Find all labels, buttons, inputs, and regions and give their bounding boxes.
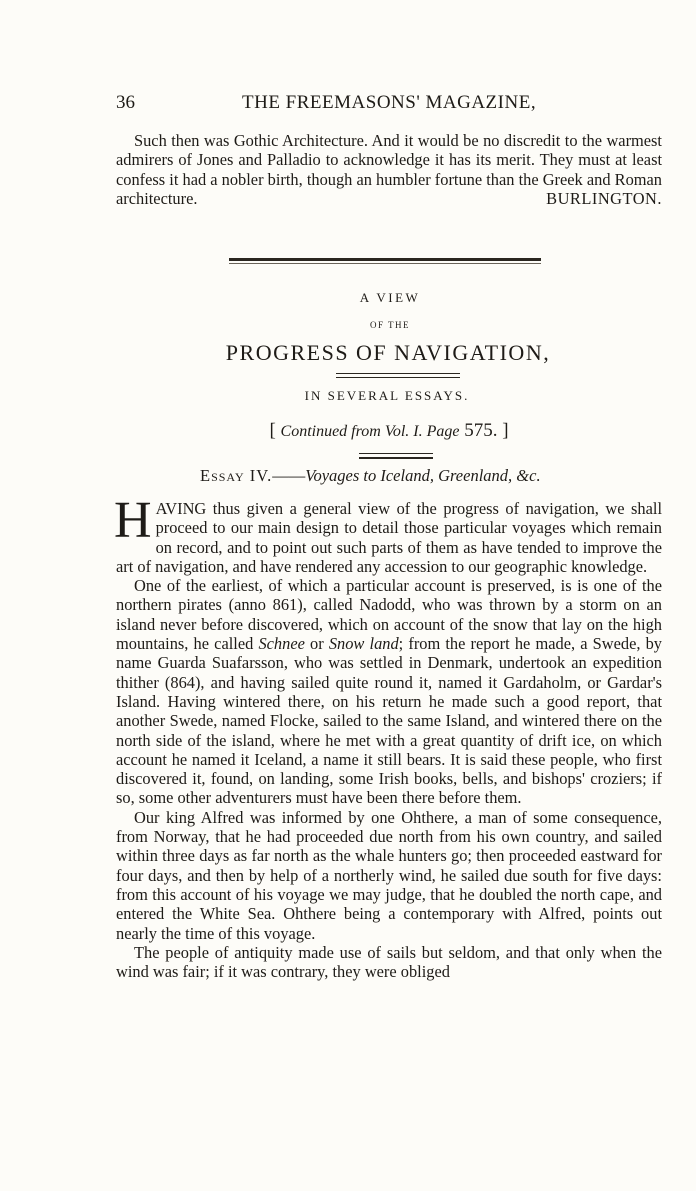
paragraph-1	[114, 492, 662, 576]
title-rule-upper	[336, 373, 460, 374]
page-header	[116, 92, 586, 116]
essay-title: Voyages to Iceland, Greenland, &c.	[305, 466, 541, 485]
paragraph-2-text-c: ; from the report he made, a Swede, by name Guarda Suafarsson, who was settled in Denmark, undertook an expedition thither (864), and having sailed quite round it, named it Gardaholm, or Gardar's Island. Having wintered there, on his return he made such a good report, that another Swede, named Flocke, sailed to the same Island, and wintered there on the north side of the island, where he met with a great quantity of drift ice, on which account he named it Iceland, a name it still bears. It is said these people, who first discovered it, found, on landing, some Irish books, bells, and bishops' croziers; if so, some other adventurers must have been there before them.	[116, 634, 662, 808]
continued-note	[0, 420, 696, 442]
continued-open-bracket: [	[269, 420, 281, 441]
section-divider-rule-thin	[229, 263, 541, 264]
paragraph-2-text-b: or	[304, 634, 329, 654]
previous-article-ending	[116, 131, 662, 208]
paragraph-2-italic-schnee: Schnee	[258, 634, 305, 654]
title-rule-lower	[336, 377, 460, 378]
paragraph-2-italic-snow-land: Snow land	[328, 634, 399, 654]
article-of-the: OF THE	[369, 320, 411, 330]
running-head: THE FREEMASONS' MAGAZINE,	[242, 92, 537, 113]
paragraph-4-text: The people of antiquity made use of sails but seldom, and that only when the wind was fair; if it was contrary, they were obliged	[116, 942, 662, 982]
article-kicker: A VIEW	[359, 290, 421, 305]
drop-cap: H	[114, 492, 152, 549]
article-title: PROGRESS OF NAVIGATION,	[225, 340, 551, 365]
section-divider-rule	[229, 258, 541, 261]
essay-dash: ——	[272, 466, 306, 485]
paragraph-2	[116, 576, 662, 808]
article-body	[114, 492, 662, 982]
paragraph-3	[116, 808, 662, 943]
paragraph-2-text-a: One of the earliest, of which a particular account is preserved, is is one of the northern pirates (anno 861), called Nadodd, who was thrown by a storm on an island never before discovered, which on account of the snow that lay on the high mountains, he called	[116, 576, 662, 654]
page-number: 36	[116, 92, 135, 113]
article-subtitle: IN SEVERAL ESSAYS.	[304, 388, 470, 403]
paragraph-3-text: Our king Alfred was informed by one Ohthere, a man of some consequence, from Norway, that he had proceeded due north from his own country, and sailed within three days as far north as the whale hunters go; then proceeded eastward for four days, and then by help of a northerly wind, he sailed due south for five days: from this account of his voyage we may judge, that he doubled the north cape, and entered the White Sea. Ohthere being a contemporary with Alfred, points out nearly the time of this voyage.	[116, 807, 662, 943]
continued-rule-upper	[359, 453, 433, 454]
author-signature: BURLINGTON.	[546, 188, 662, 208]
previous-article-text: Such then was Gothic Architecture. And it would be no discredit to the warmest admirers of Jones and Palladio to acknowledge it has its merit. They must at least confess it had a nobler birth, though an humbler fortune than the Greek and Roman architecture.	[116, 131, 662, 208]
paragraph-4	[116, 943, 662, 982]
continued-rule-lower	[359, 457, 433, 459]
paragraph-1-text: AVING thus given a general view of the progress of navigation, we shall proceed to our main design to detail those particular voyages which remain on record, and to point out such parts of them as have tended to improve the art of navigation, and have rendered any accession to our geographic knowledge.	[116, 499, 662, 576]
essay-heading	[200, 466, 541, 486]
essay-label: Essay IV.	[200, 466, 273, 485]
continued-page: 575. ]	[459, 420, 509, 441]
continued-text: Continued from Vol. I. Page	[280, 423, 460, 440]
